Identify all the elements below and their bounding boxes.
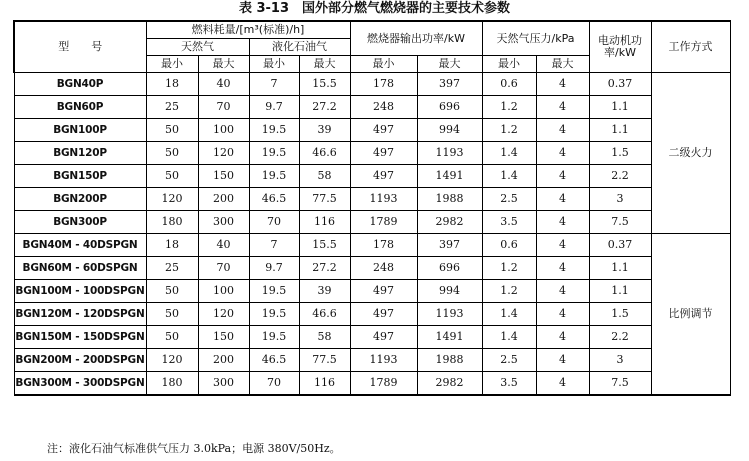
lpg-max-cell: 77.5: [299, 188, 350, 211]
working-mode-cell: 二级火力: [651, 73, 730, 234]
ng-min-cell: 50: [146, 165, 198, 188]
lpg-min-cell: 70: [249, 211, 299, 234]
output-max-cell: 1988: [417, 349, 482, 372]
output-min-cell: 1789: [350, 372, 417, 396]
header-max: 最大: [299, 56, 350, 73]
ng-max-cell: 300: [198, 372, 249, 396]
output-max-cell: 1491: [417, 165, 482, 188]
model-cell: BGN100P: [14, 119, 146, 142]
header-max: 最大: [417, 56, 482, 73]
lpg-min-cell: 7: [249, 73, 299, 96]
burner-spec-table: [13, 20, 731, 396]
lpg-min-cell: 19.5: [249, 165, 299, 188]
lpg-max-cell: 39: [299, 280, 350, 303]
pressure-max-cell: 4: [536, 188, 589, 211]
output-max-cell: 1988: [417, 188, 482, 211]
table-row: [14, 96, 730, 119]
pressure-min-cell: 3.5: [482, 211, 536, 234]
table-row: [14, 280, 730, 303]
pressure-max-cell: 4: [536, 234, 589, 257]
header-row-1: [14, 21, 730, 39]
ng-min-cell: 50: [146, 303, 198, 326]
pressure-min-cell: 1.4: [482, 303, 536, 326]
output-max-cell: 2982: [417, 372, 482, 396]
ng-min-cell: 18: [146, 234, 198, 257]
table-row: [14, 234, 730, 257]
ng-max-cell: 70: [198, 96, 249, 119]
ng-min-cell: 180: [146, 211, 198, 234]
lpg-min-cell: 7: [249, 234, 299, 257]
header-burner-output: 燃烧器输出功率/kW: [350, 21, 482, 56]
pressure-min-cell: 2.5: [482, 349, 536, 372]
model-cell: BGN60M - 60DSPGN: [14, 257, 146, 280]
motor-power-cell: 2.2: [589, 165, 651, 188]
lpg-max-cell: 46.6: [299, 303, 350, 326]
lpg-min-cell: 9.7: [249, 96, 299, 119]
output-min-cell: 497: [350, 165, 417, 188]
ng-min-cell: 50: [146, 280, 198, 303]
model-cell: BGN200P: [14, 188, 146, 211]
pressure-max-cell: 4: [536, 142, 589, 165]
output-min-cell: 497: [350, 303, 417, 326]
header-working-mode: 工作方式: [651, 21, 730, 73]
pressure-max-cell: 4: [536, 119, 589, 142]
model-cell: BGN200M - 200DSPGN: [14, 349, 146, 372]
table-row: [14, 211, 730, 234]
header-natural-gas: 天然气: [146, 39, 249, 56]
model-cell: BGN300P: [14, 211, 146, 234]
ng-min-cell: 18: [146, 73, 198, 96]
table-row: [14, 188, 730, 211]
ng-max-cell: 300: [198, 211, 249, 234]
header-model: 型 号: [14, 21, 146, 73]
model-cell: BGN150M - 150DSPGN: [14, 326, 146, 349]
output-max-cell: 1193: [417, 142, 482, 165]
pressure-max-cell: 4: [536, 303, 589, 326]
output-min-cell: 1193: [350, 188, 417, 211]
header-max: 最大: [198, 56, 249, 73]
output-min-cell: 1193: [350, 349, 417, 372]
pressure-max-cell: 4: [536, 73, 589, 96]
motor-power-cell: 1.1: [589, 257, 651, 280]
ng-max-cell: 200: [198, 188, 249, 211]
model-cell: BGN60P: [14, 96, 146, 119]
lpg-min-cell: 19.5: [249, 303, 299, 326]
lpg-min-cell: 19.5: [249, 119, 299, 142]
lpg-max-cell: 39: [299, 119, 350, 142]
model-cell: BGN300M - 300DSPGN: [14, 372, 146, 396]
pressure-min-cell: 0.6: [482, 73, 536, 96]
lpg-max-cell: 116: [299, 372, 350, 396]
model-cell: BGN150P: [14, 165, 146, 188]
pressure-min-cell: 1.2: [482, 119, 536, 142]
header-max: 最大: [536, 56, 589, 73]
lpg-min-cell: 19.5: [249, 280, 299, 303]
model-cell: BGN120P: [14, 142, 146, 165]
pressure-min-cell: 1.4: [482, 326, 536, 349]
output-max-cell: 1193: [417, 303, 482, 326]
lpg-max-cell: 77.5: [299, 349, 350, 372]
motor-power-cell: 7.5: [589, 211, 651, 234]
table-title: 表 3-13 国外部分燃气燃烧器的主要技术参数: [238, 1, 511, 16]
pressure-min-cell: 1.2: [482, 96, 536, 119]
lpg-max-cell: 46.6: [299, 142, 350, 165]
output-min-cell: 1789: [350, 211, 417, 234]
ng-min-cell: 25: [146, 96, 198, 119]
lpg-max-cell: 58: [299, 326, 350, 349]
output-max-cell: 1491: [417, 326, 482, 349]
table-row: [14, 165, 730, 188]
pressure-min-cell: 1.2: [482, 257, 536, 280]
lpg-min-cell: 9.7: [249, 257, 299, 280]
ng-min-cell: 180: [146, 372, 198, 396]
output-min-cell: 248: [350, 257, 417, 280]
table-row: [14, 326, 730, 349]
motor-power-cell: 1.5: [589, 303, 651, 326]
pressure-max-cell: 4: [536, 165, 589, 188]
output-min-cell: 497: [350, 326, 417, 349]
pressure-min-cell: 3.5: [482, 372, 536, 396]
lpg-max-cell: 15.5: [299, 234, 350, 257]
ng-max-cell: 150: [198, 165, 249, 188]
ng-max-cell: 40: [198, 234, 249, 257]
model-cell: BGN40M - 40DSPGN: [14, 234, 146, 257]
table-row: [14, 303, 730, 326]
header-min: 最小: [350, 56, 417, 73]
motor-power-cell: 3: [589, 349, 651, 372]
pressure-min-cell: 1.4: [482, 142, 536, 165]
ng-max-cell: 200: [198, 349, 249, 372]
output-max-cell: 397: [417, 73, 482, 96]
motor-power-cell: 0.37: [589, 73, 651, 96]
pressure-max-cell: 4: [536, 372, 589, 396]
motor-power-cell: 1.1: [589, 280, 651, 303]
ng-max-cell: 120: [198, 303, 249, 326]
table-row: [14, 119, 730, 142]
lpg-min-cell: 46.5: [249, 349, 299, 372]
pressure-max-cell: 4: [536, 349, 589, 372]
output-min-cell: 497: [350, 119, 417, 142]
pressure-min-cell: 0.6: [482, 234, 536, 257]
ng-min-cell: 25: [146, 257, 198, 280]
lpg-min-cell: 19.5: [249, 326, 299, 349]
header-fuel-consumption: 燃料耗量/[m³(标准)/h]: [146, 21, 350, 39]
ng-max-cell: 40: [198, 73, 249, 96]
ng-min-cell: 50: [146, 119, 198, 142]
lpg-max-cell: 58: [299, 165, 350, 188]
output-min-cell: 497: [350, 280, 417, 303]
output-min-cell: 248: [350, 96, 417, 119]
header-gas-pressure: 天然气压力/kPa: [482, 21, 589, 56]
motor-power-cell: 0.37: [589, 234, 651, 257]
model-cell: BGN100M - 100DSPGN: [14, 280, 146, 303]
output-max-cell: 696: [417, 96, 482, 119]
pressure-min-cell: 2.5: [482, 188, 536, 211]
header-lpg: 液化石油气: [249, 39, 350, 56]
output-min-cell: 178: [350, 73, 417, 96]
lpg-max-cell: 27.2: [299, 96, 350, 119]
pressure-max-cell: 4: [536, 280, 589, 303]
motor-power-cell: 1.5: [589, 142, 651, 165]
output-min-cell: 178: [350, 234, 417, 257]
motor-power-cell: 3: [589, 188, 651, 211]
output-max-cell: 994: [417, 280, 482, 303]
lpg-max-cell: 15.5: [299, 73, 350, 96]
lpg-max-cell: 27.2: [299, 257, 350, 280]
header-min: 最小: [146, 56, 198, 73]
output-max-cell: 994: [417, 119, 482, 142]
ng-min-cell: 120: [146, 349, 198, 372]
table-note: 注：液化石油气标准供气压力 3.0kPa；电源 380V/50Hz。: [47, 442, 341, 455]
lpg-min-cell: 19.5: [249, 142, 299, 165]
ng-max-cell: 100: [198, 119, 249, 142]
pressure-max-cell: 4: [536, 257, 589, 280]
ng-max-cell: 70: [198, 257, 249, 280]
table-row: [14, 73, 730, 96]
ng-max-cell: 100: [198, 280, 249, 303]
motor-power-cell: 7.5: [589, 372, 651, 396]
ng-max-cell: 150: [198, 326, 249, 349]
ng-min-cell: 120: [146, 188, 198, 211]
pressure-max-cell: 4: [536, 326, 589, 349]
table-row: [14, 349, 730, 372]
output-max-cell: 2982: [417, 211, 482, 234]
pressure-min-cell: 1.2: [482, 280, 536, 303]
motor-power-cell: 1.1: [589, 96, 651, 119]
table-row: [14, 142, 730, 165]
model-cell: BGN40P: [14, 73, 146, 96]
model-cell: BGN120M - 120DSPGN: [14, 303, 146, 326]
output-max-cell: 696: [417, 257, 482, 280]
pressure-max-cell: 4: [536, 211, 589, 234]
ng-min-cell: 50: [146, 326, 198, 349]
output-min-cell: 497: [350, 142, 417, 165]
pressure-min-cell: 1.4: [482, 165, 536, 188]
ng-min-cell: 50: [146, 142, 198, 165]
table-body: [14, 21, 730, 395]
header-min: 最小: [482, 56, 536, 73]
motor-power-cell: 1.1: [589, 119, 651, 142]
lpg-max-cell: 116: [299, 211, 350, 234]
lpg-min-cell: 46.5: [249, 188, 299, 211]
header-motor-power: 电动机功率/kW: [589, 21, 651, 73]
motor-power-cell: 2.2: [589, 326, 651, 349]
output-max-cell: 397: [417, 234, 482, 257]
table-row: [14, 372, 730, 396]
header-min: 最小: [249, 56, 299, 73]
pressure-max-cell: 4: [536, 96, 589, 119]
table-row: [14, 257, 730, 280]
lpg-min-cell: 70: [249, 372, 299, 396]
working-mode-cell: 比例调节: [651, 234, 730, 396]
ng-max-cell: 120: [198, 142, 249, 165]
